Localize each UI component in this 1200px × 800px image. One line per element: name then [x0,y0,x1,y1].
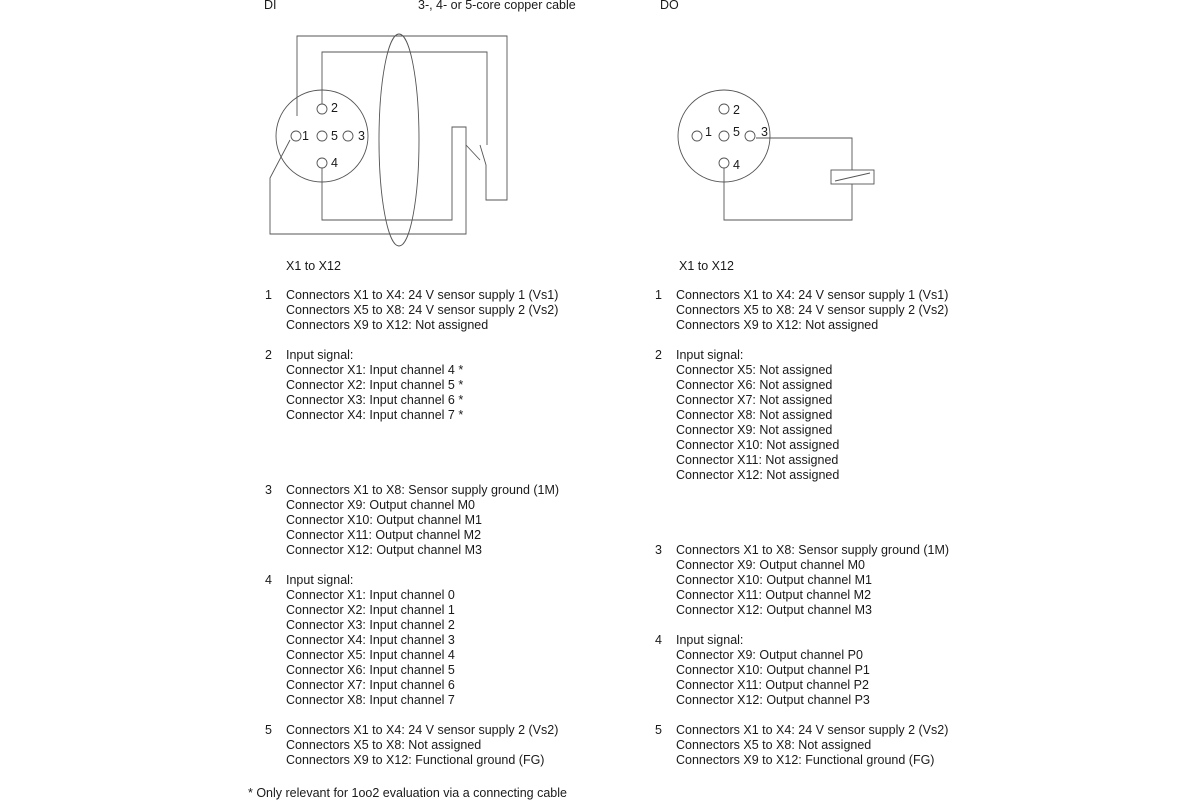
assignment-line: Connector X10: Output channel M1 [676,573,872,587]
section-number: 1 [265,288,272,302]
di-pin-2-label: 2 [331,101,338,115]
assignment-line: Connector X11: Output channel P2 [676,678,869,692]
assignment-line: Connectors X5 to X8: Not assigned [286,738,482,752]
assignment-line: Connector X12: Output channel M3 [676,603,872,617]
do-pin-3-socket [745,131,755,141]
assignment-line: Connector X2: Input channel 1 [286,603,455,617]
assignment-line: Connector X7: Input channel 6 [286,678,455,692]
assignment-line: Connector X3: Input channel 6 * [286,393,464,407]
assignment-line: Connector X11: Output channel M2 [286,528,482,542]
assignment-line: Connectors X5 to X8: Not assigned [676,738,872,752]
section-number: 4 [265,573,272,587]
assignment-line: Connector X3: Input channel 2 [286,618,455,632]
di-switch-contact [466,145,480,160]
di-pin-1-label: 1 [302,129,309,143]
do-section-2 [655,348,949,483]
do-pin-5-socket [719,131,729,141]
assignment-line: Connectors X5 to X8: 24 V sensor supply 2 (Vs2) [676,303,949,317]
assignment-line: Connectors X1 to X4: 24 V sensor supply 2 (Vs2) [286,723,559,737]
di-section-5 [265,723,559,768]
assignment-line: Connector X4: Input channel 3 [286,633,455,647]
do-pin-4-socket [719,158,729,168]
do-load-resistor-slash [835,173,870,181]
assignment-line: Input signal: [286,348,354,362]
assignment-line: Connector X11: Output channel M2 [676,588,872,602]
di-pin-4-socket [317,158,327,168]
assignment-line: Connector X10: Not assigned [676,438,840,452]
assignment-line: Connectors X9 to X12: Functional ground (FG) [676,753,935,767]
assignment-line: Connector X5: Input channel 4 [286,648,455,662]
assignment-line: Connectors X9 to X12: Not assigned [676,318,879,332]
assignment-line: Connector X5: Not assigned [676,363,833,377]
di-wire-pin-2 [297,36,507,200]
do-wire-pin-3 [756,138,852,170]
do-pin-2-socket [719,104,729,114]
di-pin-5-socket [317,131,327,141]
assignment-line: Connectors X5 to X8: 24 V sensor supply 2 (Vs2) [286,303,559,317]
assignment-line: Connectors X9 to X12: Functional ground (FG) [286,753,545,767]
assignment-line: Connector X8: Not assigned [676,408,833,422]
di-wire-pin-1 [270,127,466,234]
do-section-3 [655,543,949,618]
assignment-line: Connectors X1 to X8: Sensor supply ground (1M) [676,543,950,557]
assignment-line: Connector X12: Output channel M3 [286,543,482,557]
assignment-line: Connector X11: Not assigned [676,453,839,467]
di-cable-label: 3-, 4- or 5-core copper cable [418,0,576,12]
section-number: 5 [265,723,272,737]
assignment-line: Input signal: [676,348,744,362]
di-pin-1-socket [291,131,301,141]
assignment-line: Connectors X1 to X8: Sensor supply ground (1M) [286,483,560,497]
assignment-line: Connector X7: Not assigned [676,393,833,407]
do-pin-1-socket [692,131,702,141]
assignment-line: Connectors X1 to X4: 24 V sensor supply 1 (Vs1) [676,288,949,302]
do-wire-pin-4 [724,168,852,220]
di-pin-3-label: 3 [358,129,365,143]
di-pin-3-socket [343,131,353,141]
di-cable-bundle [379,34,419,246]
section-number: 5 [655,723,662,737]
assignment-line: Connector X2: Input channel 5 * [286,378,464,392]
assignment-line: Connector X12: Output channel P3 [676,693,870,707]
footnote: * Only relevant for 1oo2 evaluation via a connecting cable [248,786,567,800]
assignment-line: Connector X10: Output channel M1 [286,513,482,527]
di-section-4 [265,573,559,708]
do-pin-5-label: 5 [733,125,740,139]
assignment-line: Input signal: [286,573,354,587]
do-pin-3-label: 3 [761,125,768,139]
section-number: 4 [655,633,662,647]
do-pin-assignment-list [655,288,949,768]
assignment-line: Connector X8: Input channel 7 [286,693,455,707]
assignment-line: Connector X9: Not assigned [676,423,833,437]
di-connector-range: X1 to X12 [286,259,341,273]
assignment-line: Connectors X1 to X4: 24 V sensor supply 2 (Vs2) [676,723,949,737]
assignment-line: Connectors X9 to X12: Not assigned [286,318,489,332]
di-section-3 [265,483,559,558]
assignment-line: Connector X10: Output channel P1 [676,663,870,677]
assignment-line: Connector X12: Not assigned [676,468,840,482]
section-number: 3 [655,543,662,557]
section-number: 3 [265,483,272,497]
do-section-5 [655,723,949,768]
section-number: 2 [265,348,272,362]
do-section-4 [655,633,949,708]
section-number: 1 [655,288,662,302]
assignment-line: Connector X9: Output channel P0 [676,648,863,662]
do-pin-4-label: 4 [733,158,740,172]
di-section-1 [265,288,559,333]
do-pin-1-label: 1 [705,125,712,139]
do-title: DO [660,0,679,12]
di-pin-5-label: 5 [331,129,338,143]
assignment-line: Input signal: [676,633,744,647]
assignment-line: Connector X4: Input channel 7 * [286,408,464,422]
do-connector-range: X1 to X12 [679,259,734,273]
assignment-line: Connector X1: Input channel 0 [286,588,455,602]
assignment-line: Connector X6: Not assigned [676,378,833,392]
do-pin-2-label: 2 [733,103,740,117]
do-section-1 [655,288,949,333]
di-pin-assignment-list [265,288,559,768]
assignment-line: Connector X9: Output channel M0 [286,498,476,512]
di-title: DI [264,0,277,12]
di-pin-2-socket [317,104,327,114]
di-pin-4-label: 4 [331,156,338,170]
di-section-2 [265,348,559,423]
assignment-line: Connector X1: Input channel 4 * [286,363,464,377]
assignment-line: Connector X9: Output channel M0 [676,558,866,572]
section-number: 2 [655,348,662,362]
assignment-line: Connectors X1 to X4: 24 V sensor supply 1 (Vs1) [286,288,559,302]
assignment-line: Connector X6: Input channel 5 [286,663,455,677]
